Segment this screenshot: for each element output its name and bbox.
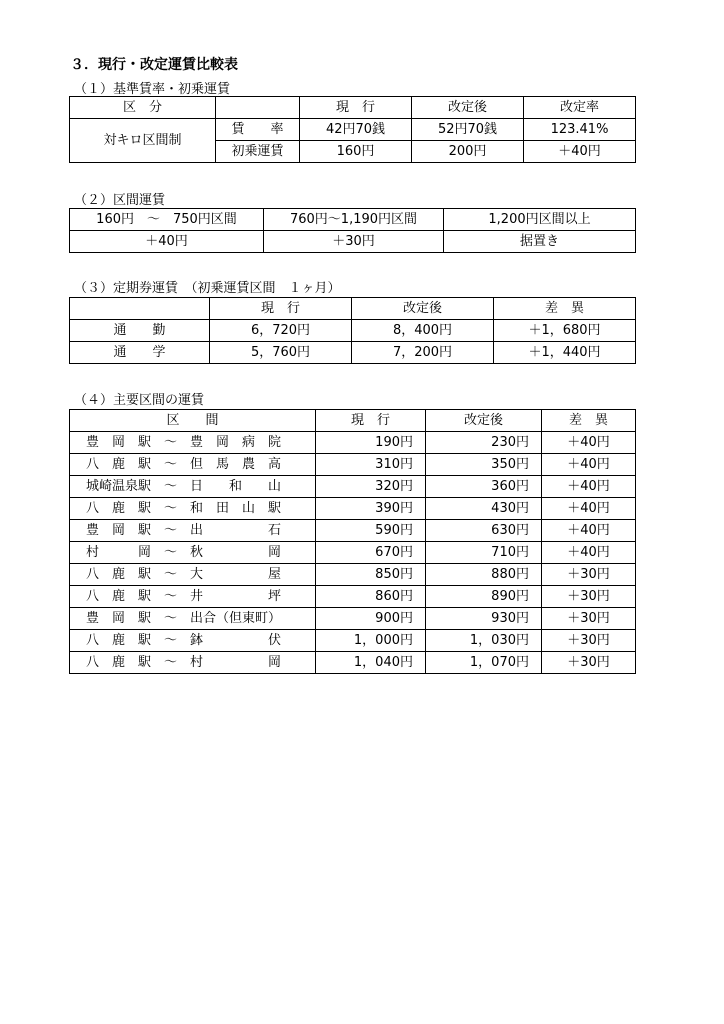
revised-fare-cell: 360円 xyxy=(426,476,542,498)
header-cell: 改定後 xyxy=(426,410,542,432)
current-fare-cell: 860円 xyxy=(316,586,426,608)
difference-cell: ＋30円 xyxy=(542,564,636,586)
header-cell: 改定後 xyxy=(352,298,494,320)
table-cell: 6，720円 xyxy=(210,320,352,342)
difference-cell: ＋40円 xyxy=(542,476,636,498)
section1-heading: （１）基準賃率・初乗運賃 xyxy=(74,82,231,97)
table-cell: 160円 xyxy=(300,141,412,163)
route-cell: 八 鹿 駅 ～ 村 岡 xyxy=(70,652,316,674)
table-cell: ＋40円 xyxy=(70,231,264,253)
table-row xyxy=(70,342,636,364)
route-cell: 八 鹿 駅 ～ 鉢 伏 xyxy=(70,630,316,652)
table-row xyxy=(70,608,636,630)
table-cell: 5，760円 xyxy=(210,342,352,364)
section-fare-table xyxy=(69,208,636,253)
current-fare-cell: 590円 xyxy=(316,520,426,542)
route-cell: 豊 岡 駅 ～ 出合（但東町） xyxy=(70,608,316,630)
table-row xyxy=(70,630,636,652)
table-row xyxy=(70,476,636,498)
route-rows xyxy=(70,432,636,674)
revised-fare-cell: 890円 xyxy=(426,586,542,608)
major-route-fare-table xyxy=(69,409,636,674)
header-cell: 160円 ～ 750円区間 xyxy=(70,209,264,231)
current-fare-cell: 310円 xyxy=(316,454,426,476)
table-row xyxy=(70,520,636,542)
commuter-pass-table xyxy=(69,297,636,364)
section2-heading: （２）区間運賃 xyxy=(74,193,166,208)
revised-fare-cell: 1，070円 xyxy=(426,652,542,674)
current-fare-cell: 320円 xyxy=(316,476,426,498)
table-cell: ＋30円 xyxy=(264,231,444,253)
row-label: 通 勤 xyxy=(70,320,210,342)
header-cell: 現 行 xyxy=(300,97,412,119)
revised-fare-cell: 430円 xyxy=(426,498,542,520)
route-cell: 八 鹿 駅 ～ 井 坪 xyxy=(70,586,316,608)
difference-cell: ＋40円 xyxy=(542,498,636,520)
table-cell: ＋40円 xyxy=(524,141,636,163)
table-cell: ＋1，440円 xyxy=(494,342,636,364)
revised-fare-cell: 1，030円 xyxy=(426,630,542,652)
row-label: 通 学 xyxy=(70,342,210,364)
table-row xyxy=(70,320,636,342)
difference-cell: ＋30円 xyxy=(542,652,636,674)
revised-fare-cell: 930円 xyxy=(426,608,542,630)
table-cell: 52円70銭 xyxy=(412,119,524,141)
table-cell: 200円 xyxy=(412,141,524,163)
row-label: 初乗運賃 xyxy=(216,141,300,163)
section4-heading: （４）主要区間の運賃 xyxy=(74,393,205,408)
section3-heading: （３）定期券運賃 （初乗運賃区間 １ヶ月） xyxy=(74,281,341,296)
table-row xyxy=(70,119,636,141)
difference-cell: ＋40円 xyxy=(542,432,636,454)
header-cell xyxy=(70,298,210,320)
table-cell: 123.41% xyxy=(524,119,636,141)
current-fare-cell: 900円 xyxy=(316,608,426,630)
header-cell: 現 行 xyxy=(316,410,426,432)
header-cell: 差 異 xyxy=(542,410,636,432)
header-cell xyxy=(216,97,300,119)
revised-fare-cell: 350円 xyxy=(426,454,542,476)
header-cell: 改定後 xyxy=(412,97,524,119)
current-fare-cell: 670円 xyxy=(316,542,426,564)
revised-fare-cell: 710円 xyxy=(426,542,542,564)
header-cell: 区 間 xyxy=(70,410,316,432)
current-fare-cell: 190円 xyxy=(316,432,426,454)
revised-fare-cell: 630円 xyxy=(426,520,542,542)
difference-cell: ＋40円 xyxy=(542,520,636,542)
table-row xyxy=(70,432,636,454)
current-fare-cell: 390円 xyxy=(316,498,426,520)
table-row xyxy=(70,231,636,253)
difference-cell: ＋30円 xyxy=(542,608,636,630)
route-cell: 村 岡 ～ 秋 岡 xyxy=(70,542,316,564)
difference-cell: ＋40円 xyxy=(542,454,636,476)
table-row xyxy=(70,498,636,520)
page-title: ３．現行・改定運賃比較表 xyxy=(70,57,238,73)
table-row xyxy=(70,564,636,586)
table-header-row xyxy=(70,209,636,231)
current-fare-cell: 850円 xyxy=(316,564,426,586)
header-cell: 差 異 xyxy=(494,298,636,320)
table-header-row xyxy=(70,410,636,432)
difference-cell: ＋30円 xyxy=(542,630,636,652)
table-row xyxy=(70,652,636,674)
row-label: 賃 率 xyxy=(216,119,300,141)
route-cell: 八 鹿 駅 ～ 但 馬 農 高 xyxy=(70,454,316,476)
header-cell: 改定率 xyxy=(524,97,636,119)
route-cell: 城崎温泉駅 ～ 日 和 山 xyxy=(70,476,316,498)
table-cell: 7，200円 xyxy=(352,342,494,364)
table-row xyxy=(70,454,636,476)
table-cell: 8，400円 xyxy=(352,320,494,342)
route-cell: 豊 岡 駅 ～ 豊 岡 病 院 xyxy=(70,432,316,454)
route-cell: 八 鹿 駅 ～ 大 屋 xyxy=(70,564,316,586)
current-fare-cell: 1，000円 xyxy=(316,630,426,652)
header-cell: 現 行 xyxy=(210,298,352,320)
table-header-row xyxy=(70,97,636,119)
group-label: 対キロ区間制 xyxy=(70,119,216,163)
header-cell: 760円～1,190円区間 xyxy=(264,209,444,231)
table-row xyxy=(70,586,636,608)
revised-fare-cell: 880円 xyxy=(426,564,542,586)
table-cell: ＋1，680円 xyxy=(494,320,636,342)
table-cell: 据置き xyxy=(444,231,636,253)
table-row xyxy=(70,542,636,564)
current-fare-cell: 1，040円 xyxy=(316,652,426,674)
difference-cell: ＋40円 xyxy=(542,542,636,564)
difference-cell: ＋30円 xyxy=(542,586,636,608)
header-cell: 区 分 xyxy=(70,97,216,119)
table-header-row xyxy=(70,298,636,320)
base-fare-table xyxy=(69,96,636,163)
revised-fare-cell: 230円 xyxy=(426,432,542,454)
header-cell: 1,200円区間以上 xyxy=(444,209,636,231)
table-cell: 42円70銭 xyxy=(300,119,412,141)
route-cell: 豊 岡 駅 ～ 出 石 xyxy=(70,520,316,542)
route-cell: 八 鹿 駅 ～ 和 田 山 駅 xyxy=(70,498,316,520)
